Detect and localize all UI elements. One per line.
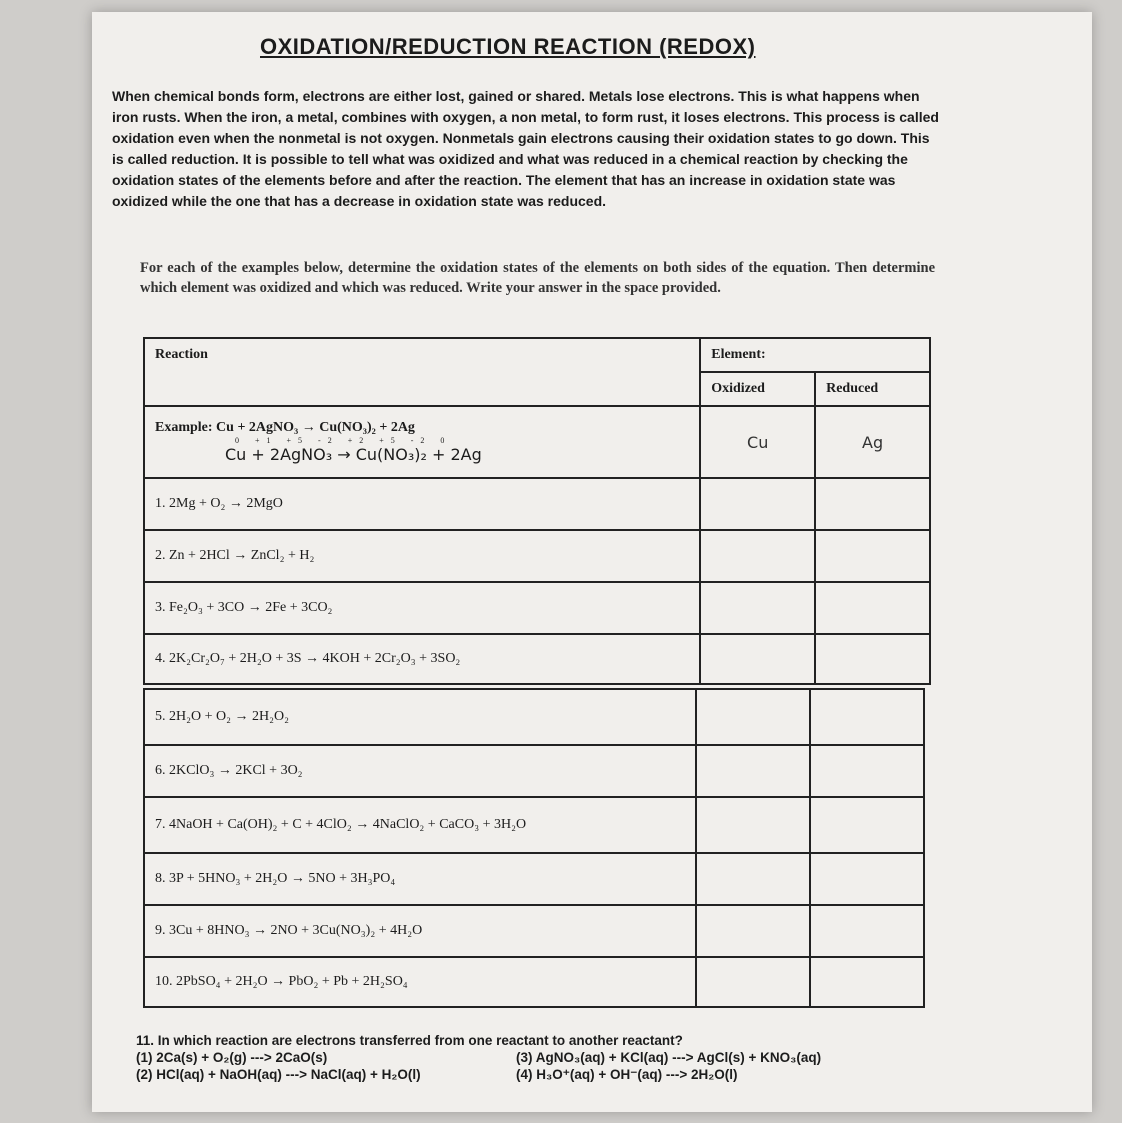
- redox-table-top: [143, 337, 931, 685]
- oxidized-answer-field[interactable]: [696, 957, 810, 1007]
- reaction-4: 4. 2K₂Cr₂O₇ + 2H₂O + 3S → 4KOH + 2Cr₂O₃ + 3SO₂: [144, 634, 700, 684]
- intro-paragraph: When chemical bonds form, electrons are either lost, gained or shared. Metals lose electrons. This is what happens when iron rusts. When the iron, a metal, combines with oxygen, a non metal, to form rust, it loses electrons. This process is called oxidation even when the nonmetal is not oxygen. Nonmetals gain electrons causing their oxidation states to go down. This is called reduction. It is possible to tell what was oxidized and what was reduced in a chemical reaction by checking the oxidation states of the elements before and after the reaction. The element that has an increase in oxidation state was oxidized while the one that has a decrease in oxidation state was reduced.: [112, 88, 939, 209]
- question-11-prompt: 11. In which reaction are electrons transferred from one reactant to another reactant?: [136, 1033, 683, 1048]
- table-row: [144, 478, 930, 530]
- reduced-answer-field[interactable]: [815, 530, 930, 582]
- redox-table-bottom: [143, 688, 925, 1008]
- example-reduced-answer: Ag: [815, 406, 930, 478]
- oxidized-answer-field[interactable]: [696, 745, 810, 797]
- reduced-answer-field[interactable]: [810, 957, 924, 1007]
- reaction-9: 9. 3Cu + 8HNO₃ → 2NO + 3Cu(NO₃)₂ + 4H₂O: [144, 905, 696, 957]
- reduced-answer-field[interactable]: [810, 797, 924, 853]
- reaction-column-header: Reaction: [144, 338, 700, 406]
- example-label: Example: Cu + 2AgNO₃ → Cu(NO₃)₂ + 2Ag: [155, 420, 415, 435]
- question-11: [136, 1032, 896, 1083]
- reduced-answer-field[interactable]: [810, 853, 924, 905]
- oxidized-answer-field[interactable]: [696, 797, 810, 853]
- reduced-answer-field[interactable]: [810, 689, 924, 745]
- question-11-option-1[interactable]: (1) 2Ca(s) + O₂(g) ---> 2CaO(s): [136, 1050, 328, 1065]
- oxidized-answer-field[interactable]: [700, 582, 815, 634]
- oxidized-answer-field[interactable]: [700, 478, 815, 530]
- table-row: [144, 957, 924, 1007]
- example-oxidized-answer: Cu: [700, 406, 815, 478]
- table-row: [144, 530, 930, 582]
- reaction-2: 2. Zn + 2HCl → ZnCl₂ + H₂: [144, 530, 700, 582]
- table-row: [144, 745, 924, 797]
- page-title: OXIDATION/REDUCTION REACTION (REDOX): [260, 34, 756, 59]
- reaction-6: 6. 2KClO₃ → 2KCl + 3O₂: [144, 745, 696, 797]
- oxidized-answer-field[interactable]: [696, 905, 810, 957]
- reaction-7: 7. 4NaOH + Ca(OH)₂ + C + 4ClO₂ → 4NaClO₂ + CaCO₃ + 3H₂O: [144, 797, 696, 853]
- oxidized-answer-field[interactable]: [696, 853, 810, 905]
- reduced-answer-field[interactable]: [810, 905, 924, 957]
- reaction-1: 1. 2Mg + O₂ → 2MgO: [144, 478, 700, 530]
- reaction-10: 10. 2PbSO₄ + 2H₂O → PbO₂ + Pb + 2H₂SO₄: [144, 957, 696, 1007]
- question-11-option-2[interactable]: (2) HCl(aq) + NaOH(aq) ---> NaCl(aq) + H₂O(l): [136, 1067, 421, 1082]
- oxidized-column-header: Oxidized: [700, 372, 815, 406]
- question-11-option-3[interactable]: (3) AgNO₃(aq) + KCl(aq) ---> AgCl(s) + KNO₃(aq): [516, 1050, 822, 1065]
- oxidized-answer-field[interactable]: [700, 634, 815, 684]
- example-oxidation-states: 0 +1 +5 -2 +2 +5 -2 0: [235, 436, 452, 445]
- table-row: [144, 582, 930, 634]
- oxidized-answer-field[interactable]: [696, 689, 810, 745]
- table-row: [144, 634, 930, 684]
- reaction-5: 5. 2H₂O + O₂ → 2H₂O₂: [144, 689, 696, 745]
- table-row: [144, 905, 924, 957]
- reaction-8: 8. 3P + 5HNO₃ + 2H₂O → 5NO + 3H₃PO₄: [144, 853, 696, 905]
- element-column-header: Element:: [700, 338, 930, 372]
- reduced-answer-field[interactable]: [810, 745, 924, 797]
- table-row: [144, 689, 924, 745]
- example-reaction-cell: [144, 406, 700, 478]
- reduced-answer-field[interactable]: [815, 478, 930, 530]
- reduced-column-header: Reduced: [815, 372, 930, 406]
- reaction-3: 3. Fe₂O₃ + 3CO → 2Fe + 3CO₂: [144, 582, 700, 634]
- table-row: [144, 797, 924, 853]
- table-row: [144, 853, 924, 905]
- instructions-paragraph: For each of the examples below, determine the oxidation states of the elements on both sides of the equation. Then determine which element was oxidized and which was reduced. Write your answer in the space provided.: [140, 260, 935, 296]
- example-row: [144, 406, 930, 478]
- reduced-answer-field[interactable]: [815, 582, 930, 634]
- example-annotated-equation: Cu + 2AgNO₃ → Cu(NO₃)₂ + 2Ag: [225, 445, 482, 464]
- oxidized-answer-field[interactable]: [700, 530, 815, 582]
- question-11-option-4[interactable]: (4) H₃O⁺(aq) + OH⁻(aq) ---> 2H₂O(l): [516, 1067, 738, 1082]
- reduced-answer-field[interactable]: [815, 634, 930, 684]
